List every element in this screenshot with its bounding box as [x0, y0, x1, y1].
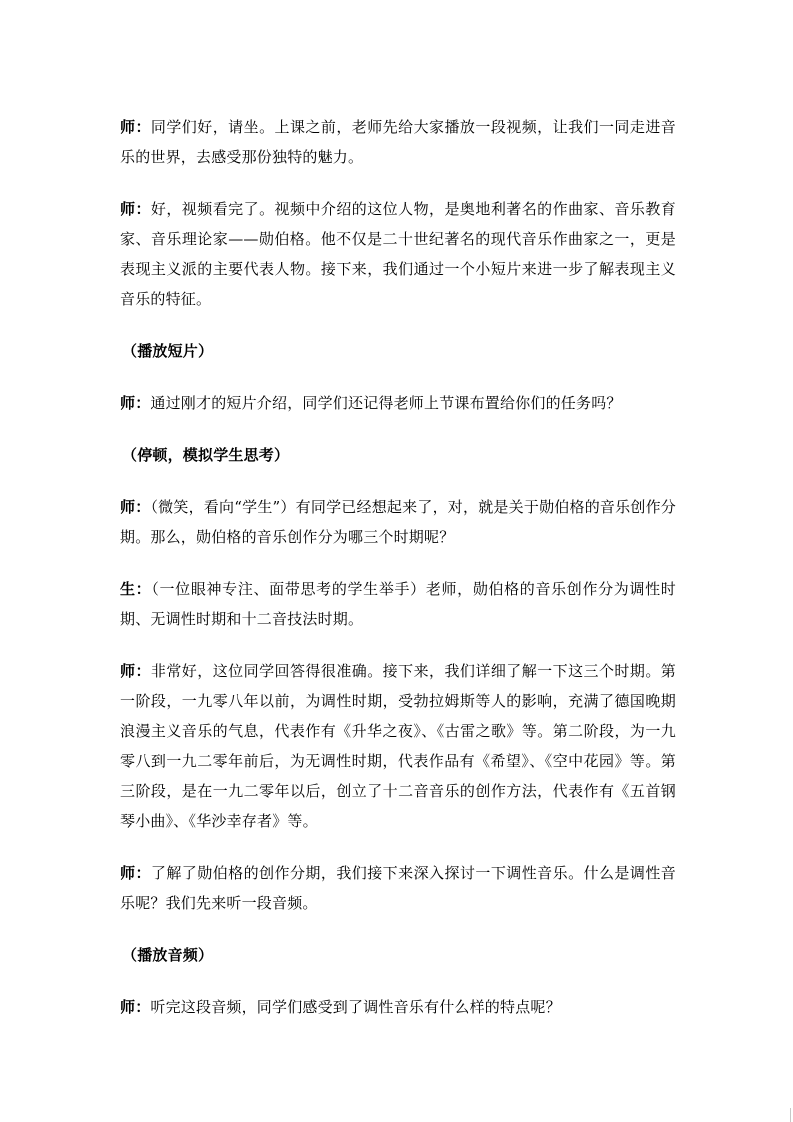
stage-direction-1: （播放短片） — [122, 342, 214, 360]
dialogue-text: （微笑，看向“学生”）有同学已经想起来了，对，就是关于勋伯格的音乐创作分期。那么，勋伯格的音乐创作分为哪三个时期呢？ — [120, 498, 676, 546]
dialogue-text: 了解了勋伯格的创作分期，我们接下来深入探讨一下调性音乐。什么是调性音乐呢？我们先来听一段音频。 — [120, 864, 676, 912]
speaker-label: 师： — [120, 200, 151, 218]
dialogue-paragraph-7 — [120, 858, 676, 918]
speaker-label: 师： — [120, 118, 151, 136]
speaker-label: 师： — [120, 864, 151, 882]
dialogue-text: 同学们好，请坐。上课之前，老师先给大家播放一段视频，让我们一同走进音乐的世界，去感受那份独特的魅力。 — [120, 118, 676, 166]
dialogue-text: 通过刚才的短片介绍，同学们还记得老师上节课布置给你们的任务吗？ — [150, 394, 622, 412]
dialogue-text: 好，视频看完了。视频中介绍的这位人物，是奥地利著名的作曲家、音乐教育家、音乐理论家——勋伯格。他不仅是二十世纪著名的现代音乐作曲家之一，更是表现主义派的主要代表人物。接下来，我们通过一个小短片来进一步了解表现主义音乐的特征。 — [120, 200, 676, 308]
speaker-label: 师： — [120, 662, 151, 680]
speaker-label: 生： — [120, 580, 152, 598]
speaker-label: 师： — [120, 394, 151, 412]
dialogue-paragraph-5 — [120, 574, 676, 634]
stage-direction-3: （播放音频） — [122, 946, 214, 964]
stage-direction-2: （停顿，模拟学生思考） — [122, 446, 290, 464]
dialogue-text: （一位眼神专注、面带思考的学生举手）老师，勋伯格的音乐创作分为调性时期、无调性时期和十二音技法时期。 — [120, 580, 676, 628]
dialogue-text: 非常好，这位同学回答得很准确。接下来，我们详细了解一下这三个时期。第一阶段，一九零八年以前，为调性时期，受勃拉姆斯等人的影响，充满了德国晚期浪漫主义音乐的气息，代表作有《升华之夜》、《古雷之歌》等。第二阶段，为一九零八到一九二零年前后，为无调性时期，代表作品有《希望》、《空中花园》等。第三阶段，是在一九二零年以后，创立了十二音音乐的创作方法，代表作有《五首钢琴小曲》、《华沙幸存者》等。 — [120, 662, 676, 830]
dialogue-text: 听完这段音频，同学们感受到了调性音乐有什么样的特点呢？ — [150, 998, 561, 1016]
page-edge-mark — [790, 1108, 791, 1122]
dialogue-paragraph-8 — [120, 992, 676, 1022]
dialogue-paragraph-3 — [120, 388, 676, 418]
speaker-label: 师： — [120, 998, 151, 1016]
dialogue-paragraph-6 — [120, 656, 676, 836]
dialogue-paragraph-1 — [120, 112, 676, 172]
dialogue-paragraph-2 — [120, 194, 676, 314]
speaker-label: 师： — [120, 498, 151, 516]
dialogue-paragraph-4 — [120, 492, 676, 552]
document-page — [120, 112, 676, 1044]
